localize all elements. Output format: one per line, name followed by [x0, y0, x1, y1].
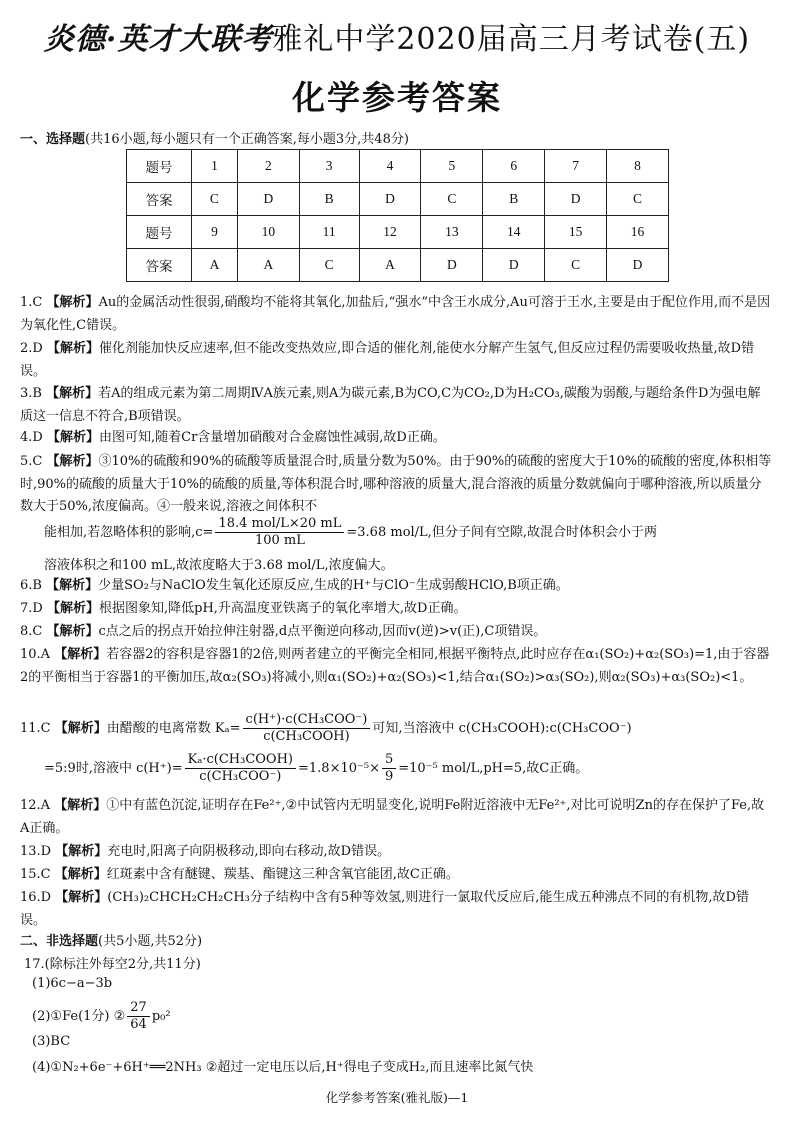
- school-exam-title: 雅礼中学2020届高三月考试卷(五): [272, 22, 751, 57]
- fraction: [382, 752, 396, 785]
- fraction-denominator: c(CH₃COO⁻): [199, 769, 282, 784]
- table-cell: A: [359, 249, 421, 282]
- formula-tail: =3.68 mol/L,但分子间有空隙,故混合时体积会小于两: [346, 525, 657, 540]
- item-text: Au的金属活动性很弱,硝酸均不能将其氧化,加盐后,“强水”中含王水成分,Au可溶于王水,主要是由于配位作用,而不是因为氧化性,C错误。: [20, 295, 771, 333]
- table-cell: 9: [192, 216, 238, 249]
- page-footer: 化学参考答案(雅礼版)—1: [325, 1090, 469, 1105]
- table-row: [127, 150, 669, 183]
- explanation-item: [20, 644, 772, 689]
- table-cell: C: [545, 249, 607, 282]
- explanation-item: [20, 451, 772, 519]
- section1-note: (共16小题,每小题只有一个正确答案,每小题3分,共48分): [85, 132, 409, 147]
- table-cell: A: [192, 249, 238, 282]
- table-cell: 7: [545, 150, 607, 183]
- table-row: [127, 216, 669, 249]
- section1-heading: [20, 128, 409, 147]
- explanation-item: [20, 575, 772, 598]
- item-number: 13.D: [20, 844, 52, 859]
- table-cell: 题号: [127, 150, 192, 183]
- analysis-tag: 【解析】: [54, 721, 107, 736]
- item-number: 3.B: [20, 386, 42, 401]
- table-cell: A: [237, 249, 299, 282]
- table-cell: D: [545, 183, 607, 216]
- explanation-item: [20, 887, 772, 932]
- table-cell: 14: [483, 216, 545, 249]
- q17-heading: 17.(除标注外每空2分,共11分): [24, 957, 201, 972]
- fraction-denominator: 64: [130, 1017, 147, 1032]
- fraction-numerator: Kₐ·c(CH₃COOH): [185, 752, 296, 769]
- item-text: 由图可知,随着Cr含量增加硝酸对合金腐蚀性减弱,故D正确。: [98, 430, 446, 445]
- item-text: 充电时,阳离子向阴极移动,即向右移动,故D错误。: [107, 844, 391, 859]
- analysis-tag: 【解析】: [54, 798, 107, 813]
- item-number: 4.D: [20, 430, 43, 445]
- analysis-tag: 【解析】: [46, 295, 99, 310]
- table-cell: B: [299, 183, 359, 216]
- fraction: [215, 516, 344, 549]
- item-text: 根据图象知,降低pH,升高温度亚铁离子的氧化率增大,故D正确。: [98, 601, 467, 616]
- item-number: 12.A: [20, 798, 51, 813]
- analysis-tag: 【解析】: [46, 454, 99, 469]
- explanation-item: [20, 338, 772, 383]
- item-text: 少量SO₂与NaClO发生氧化还原反应,生成的H⁺与ClO⁻生成弱酸HClO,B项正确。: [98, 578, 569, 593]
- table-cell: 15: [545, 216, 607, 249]
- table-row: [127, 249, 669, 282]
- table-cell: C: [607, 183, 669, 216]
- fraction: [127, 1000, 150, 1033]
- item-number: 7.D: [20, 601, 43, 616]
- table-cell: 11: [299, 216, 359, 249]
- item-text: c点之后的拐点开始拉伸注射器,d点平衡逆向移动,因而v(逆)>v(正),C项错误。: [98, 624, 547, 639]
- formula-mid: =1.8×10⁻⁵×: [298, 761, 380, 776]
- analysis-tag: 【解析】: [46, 601, 99, 616]
- table-cell: 13: [421, 216, 483, 249]
- fraction-denominator: 100 mL: [254, 533, 305, 548]
- table-cell: 答案: [127, 183, 192, 216]
- item-number: 16.D: [20, 890, 52, 905]
- item-text: (CH₃)₂CHCH₂CH₂CH₃分子结构中含有5种等效氢,则进行一氯取代反应后,能生成五种沸点不同的有机物,故D错误。: [20, 890, 749, 928]
- item-number: 2.D: [20, 341, 43, 356]
- table-cell: 10: [237, 216, 299, 249]
- item-text: 催化剂能加快反应速率,但不能改变热效应,即合适的催化剂,能使水分解产生氢气,但反应过程仍需要吸收热量,故D错误。: [20, 341, 755, 379]
- fraction: [185, 752, 296, 785]
- table-cell: 6: [483, 150, 545, 183]
- table-cell: D: [607, 249, 669, 282]
- analysis-tag: 【解析】: [46, 341, 99, 356]
- item-number: 8.C: [20, 624, 43, 639]
- fraction-denominator: 9: [384, 769, 394, 784]
- analysis-tag: 【解析】: [54, 647, 107, 662]
- q17-answer-3: (3)BC: [32, 1034, 71, 1049]
- table-cell: 题号: [127, 216, 192, 249]
- table-cell: D: [237, 183, 299, 216]
- q17-answer-4: (4)①N₂+6e⁻+6H⁺══2NH₃ ②超过一定电压以后,H⁺得电子变成H₂,而且速率比氮气快: [32, 1060, 534, 1075]
- table-cell: 12: [359, 216, 421, 249]
- section2-title: 二、非选择题: [20, 934, 99, 949]
- table-cell: 2: [237, 150, 299, 183]
- analysis-tag: 【解析】: [46, 624, 99, 639]
- explanation-item: [20, 864, 772, 887]
- q17-answer-1: (1)6c−a−3b: [32, 976, 113, 991]
- table-cell: 16: [607, 216, 669, 249]
- fraction-numerator: 5: [382, 752, 396, 769]
- analysis-tag: 【解析】: [46, 386, 99, 401]
- answer-tail: p₀²: [151, 1009, 171, 1024]
- item-text: ①中有蓝色沉淀,证明存在Fe²⁺,②中试管内无明显变化,说明Fe附近溶液中无Fe²⁺,对比可说明Zn的存在保护了Fe,故A正确。: [20, 798, 765, 836]
- table-cell: 答案: [127, 249, 192, 282]
- fraction-numerator: 18.4 mol/L×20 mL: [215, 516, 344, 533]
- analysis-tag: 【解析】: [54, 867, 107, 882]
- exam-header: [0, 14, 794, 58]
- fraction-numerator: 27: [127, 1000, 150, 1017]
- formula-line: 溶液体积之和100 mL,故浓度略大于3.68 mol/L,浓度偏大。: [44, 558, 394, 573]
- q11-line-1: [20, 712, 632, 745]
- formula-mid: 可知,当溶液中 c(CH₃COOH):c(CH₃COO⁻): [372, 721, 632, 736]
- item-number: 6.B: [20, 578, 42, 593]
- item-number: 11.C: [20, 721, 51, 736]
- formula-tail: =10⁻⁵ mol/L,pH=5,故C正确。: [398, 761, 589, 776]
- item-number: 15.C: [20, 867, 51, 882]
- explanation-item: [20, 598, 772, 621]
- fraction-denominator: c(CH₃COOH): [263, 729, 350, 744]
- table-cell: 8: [607, 150, 669, 183]
- item-text: ③10%的硫酸和90%的硫酸等质量混合时,质量分数为50%。由于90%的硫酸的密度大于10%的硫酸的密度,体积相等时,90%的硫酸的质量大于10%的硫酸的质量,等体积混合时,哪种溶液的质量大,混合溶液的质量分数就偏向于哪种溶液,所以质量分数大于50%,浓度偏高。④一般来说,溶液之间体积不: [20, 454, 772, 514]
- formula-lead: 能相加,若忽略体积的影响,c=: [44, 525, 214, 540]
- table-cell: 4: [359, 150, 421, 183]
- table-cell: 5: [421, 150, 483, 183]
- table-cell: 1: [192, 150, 238, 183]
- explanation-item: [20, 427, 772, 450]
- item-text: 若A的组成元素为第二周期ⅣA族元素,则A为碳元素,B为CO,C为CO₂,D为H₂CO₃,碳酸为弱酸,与题给条件D为强电解质这一信息不符合,B项错误。: [20, 386, 761, 424]
- table-cell: C: [299, 249, 359, 282]
- item-text: 若容器2的容积是容器1的2倍,则两者建立的平衡完全相同,根据平衡特点,此时应存在α₁(SO₂)+α₂(SO₃)=1,由于容器2的平衡相当于容器1的平衡加压,故α₂(SO₃)将减小,则α₁(SO₂)+α₂(SO₃)<1,结合α₁(SO₂)>α₃(SO₂),则α₂(SO₃)+α₃(SO₂)<1。: [20, 647, 770, 685]
- analysis-tag: 【解析】: [55, 890, 108, 905]
- fraction-numerator: c(H⁺)·c(CH₃COO⁻): [243, 712, 371, 729]
- table-cell: D: [359, 183, 421, 216]
- explanation-item: [20, 795, 772, 840]
- formula-lead: =5:9时,溶液中 c(H⁺)=: [44, 761, 183, 776]
- q17-answer-2: [32, 1000, 171, 1033]
- item-number: 1.C: [20, 295, 43, 310]
- section1-title: 一、选择题: [20, 132, 86, 147]
- answer-table: [126, 149, 669, 282]
- section2-note: (共5小题,共52分): [98, 934, 203, 949]
- formula-line: [44, 516, 657, 549]
- analysis-tag: 【解析】: [55, 844, 108, 859]
- table-cell: 3: [299, 150, 359, 183]
- item-number: 10.A: [20, 647, 51, 662]
- explanation-item: [20, 383, 772, 428]
- table-row: [127, 183, 669, 216]
- fraction: [243, 712, 371, 745]
- page-title: 化学参考答案: [292, 78, 502, 117]
- answer-lead: (2)①Fe(1分) ②: [32, 1009, 126, 1024]
- item-number: 5.C: [20, 454, 43, 469]
- table-cell: D: [421, 249, 483, 282]
- q11-line-2: [44, 752, 588, 785]
- brand-title: 炎德·英才大联考: [43, 22, 273, 57]
- analysis-tag: 【解析】: [46, 430, 99, 445]
- item-text: 红斑素中含有醚键、羰基、酯键这三种含氧官能团,故C正确。: [106, 867, 459, 882]
- section2-heading: [20, 930, 202, 949]
- analysis-tag: 【解析】: [46, 578, 99, 593]
- table-cell: B: [483, 183, 545, 216]
- table-cell: C: [192, 183, 238, 216]
- formula-lead: 由醋酸的电离常数 Kₐ=: [106, 721, 241, 736]
- explanation-item: [20, 621, 772, 644]
- table-cell: C: [421, 183, 483, 216]
- table-cell: D: [483, 249, 545, 282]
- explanation-item: [20, 292, 772, 337]
- explanation-item: [20, 841, 772, 864]
